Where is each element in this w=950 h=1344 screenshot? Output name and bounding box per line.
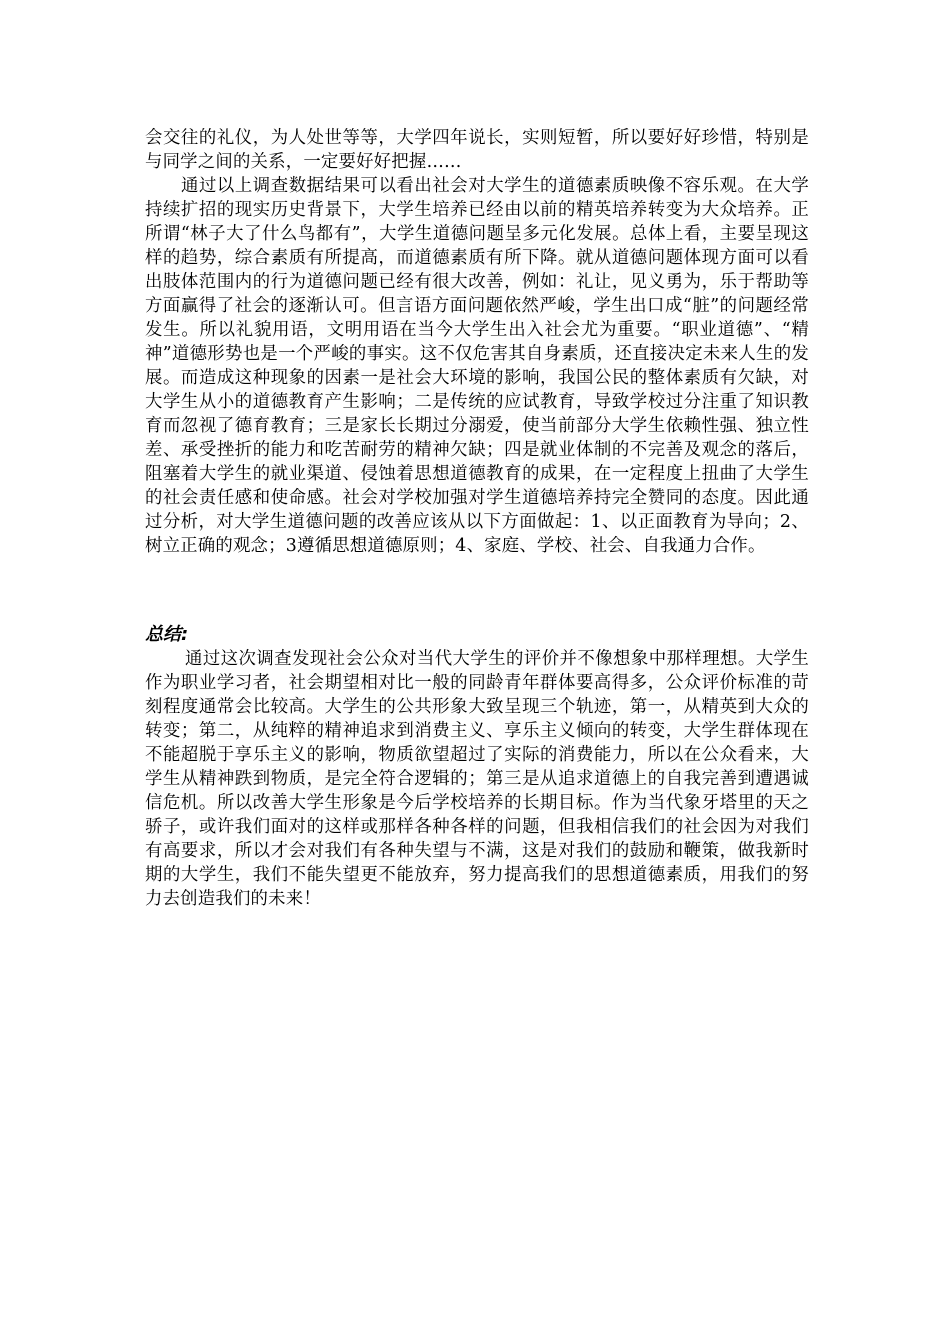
summary-paragraph: 通过这次调查发现社会公众对当代大学生的评价并不像想象中那样理想。大学生作为职业学习者，社会期望相对比一般的同龄青年群体要高得多，公众评价标准的苛刻程度通常会比较高。大学生的公共形象大致呈现三个轨迹，第一，从精英到大众的转变；第二，从纯粹的精神追求到消费主义、享乐主义倾向的转变，大学生群体现在不能超脱于享乐主义的影响，物质欲望超过了实际的消费能力，所以在公众看来，大学生从精神跌到物质，是完全符合逻辑的；第三是从追求道德上的自我完善到遭遇诚信危机。所以改善大学生形象是今后学校培养的长期目标。作为当代象牙塔里的天之骄子，或许我们面对的这样或那样各种各样的问题，但我相信我们的社会因为对我们有高要求，所以才会对我们有各种失望与不满，这是对我们的鼓励和鞭策，做我新时期的大学生，我们不能失望更不能放弃，努力提高我们的思想道德素质，用我们的努力去创造我们的未来！ <box>145 649 809 909</box>
summary-heading: 总结: <box>145 624 189 645</box>
analysis-paragraph: 通过以上调查数据结果可以看出社会对大学生的道德素质映像不容乐观。在大学持续扩招的现实历史背景下，大学生培养已经由以前的精英培养转变为大众培养。正所谓“林子大了什么鸟都有”，大学生道德问题呈多元化发展。总体上看，主要呈现这样的趋势，综合素质有所提高，而道德素质有所下降。就从道德问题体现方面可以看出肢体范围内的行为道德问题已经有很大改善，例如：礼让，见义勇为，乐于帮助等方面赢得了社会的逐渐认可。但言语方面问题依然严峻，学生出口成“脏”的问题经常发生。所以礼貌用语，文明用语在当今大学生出入社会尤为重要。“职业道德”、“精神”道德形势也是一个严峻的事实。这不仅危害其自身素质，还直接决定未来人生的发展。而造成这种现象的因素一是社会大环境的影响，我国公民的整体素质有欠缺，对大学生从小的道德教育产生影响；二是传统的应试教育，导致学校过分注重了知识教育而忽视了德育教育；三是家长长期过分溺爱，使当前部分大学生依赖性强、独立性差、承受挫折的能力和吃苦耐劳的精神欠缺；四是就业体制的不完善及观念的落后，阻塞着大学生的就业渠道、侵蚀着思想道德教育的成果，在一定程度上扭曲了大学生的社会责任感和使命感。社会对学校加强对学生道德培养持完全赞同的态度。因此通过分析，对大学生道德问题的改善应该从以下方面做起：1、以正面教育为导向；2、树立正确的观念；3遵循思想道德原则；4、家庭、学校、社会、自我通力合作。 <box>145 176 809 556</box>
continuation-paragraph: 会交往的礼仪，为人处世等等，大学四年说长，实则短暂，所以要好好珍惜，特别是与同学之间的关系，一定要好好把握…… <box>145 128 809 172</box>
